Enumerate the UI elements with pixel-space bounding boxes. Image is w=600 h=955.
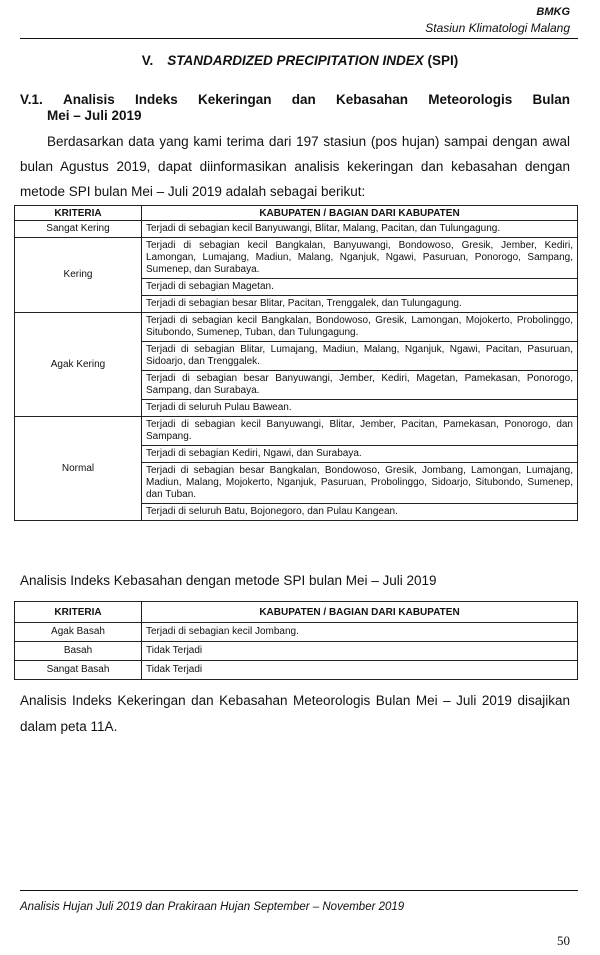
regency-cell: Terjadi di sebagian Magetan.	[142, 279, 578, 296]
table-row	[15, 221, 578, 238]
criteria-cell: Agak Kering	[15, 313, 142, 417]
criteria-cell: Normal	[15, 417, 142, 521]
criteria-cell: Sangat Kering	[15, 221, 142, 238]
section-title-word: Kekeringan	[198, 92, 272, 107]
chapter-heading	[0, 53, 600, 68]
section-title-line	[20, 92, 570, 108]
regency-cell: Terjadi di sebagian kecil Banyuwangi, Blitar, Malang, Pacitan, dan Tulungagung.	[142, 221, 578, 238]
table-row	[15, 417, 578, 446]
page-number: 50	[557, 933, 570, 948]
section-number: V.1.	[20, 92, 43, 107]
section-title-word: Kebasahan	[335, 92, 409, 107]
table-header-row	[15, 206, 578, 221]
section-title-word: Analisis	[63, 92, 115, 107]
footer-text: Analisis Hujan Juli 2019 dan Prakiraan Hujan September – November 2019	[20, 901, 405, 913]
table-row	[15, 642, 578, 661]
table-header-row	[15, 602, 578, 623]
drought-table	[14, 205, 578, 521]
drought-table-body	[15, 221, 578, 521]
chapter-number: V.	[141, 53, 154, 68]
section-title-word: dan	[291, 92, 316, 107]
closing-paragraph: Analisis Indeks Kekeringan dan Kebasahan Meteorologis Bulan Mei – Juli 2019 disajikan dalam peta 11A.	[20, 693, 570, 734]
regency-cell: Terjadi di sebagian besar Banyuwangi, Jember, Kediri, Magetan, Pamekasan, Ponorogo, Sampang, dan Surabaya.	[142, 371, 578, 400]
regency-cell: Terjadi di sebagian kecil Banyuwangi, Blitar, Jember, Pacitan, Pamekasan, Ponorogo, dan Sampang.	[142, 417, 578, 446]
intro-text: Berdasarkan data yang kami terima dari 197 stasiun (pos hujan) sampai dengan awal bulan Agustus 2019, dapat diinformasikan analisis kekeringan dan kebasahan dengan metode SPI bulan Mei – Juli 2019 adalah sebagai berikut:	[20, 134, 570, 199]
table-row	[15, 623, 578, 642]
wet-table	[14, 601, 578, 680]
regency-cell: Terjadi di seluruh Pulau Bawean.	[142, 400, 578, 417]
section-title-word: Meteorologis	[428, 92, 513, 107]
regency-cell: Terjadi di sebagian besar Bangkalan, Bondowoso, Gresik, Jombang, Lamongan, Lumajang, Madiun, Malang, Mojokerto, Nganjuk, Pasuruan, Probolinggo, Sidoarjo, Situbondo, Sumenep, dan Tuban.	[142, 463, 578, 504]
regency-cell: Terjadi di sebagian kecil Bangkalan, Banyuwangi, Bondowoso, Gresik, Jember, Kediri, Lamongan, Lumajang, Madiun, Malang, Nganjuk, Ngawi, Pasuruan, Ponorogo, Sampang, Sumenep, dan Surabaya.	[142, 238, 578, 279]
criteria-cell: Agak Basah	[15, 623, 142, 642]
regency-cell: Terjadi di sebagian kecil Jombang.	[142, 623, 578, 642]
section-title-word: Indeks	[135, 92, 178, 107]
regency-cell: Terjadi di sebagian Kediri, Ngawi, dan Surabaya.	[142, 446, 578, 463]
chapter-title: STANDARDIZED PRECIPITATION INDEX	[167, 53, 424, 68]
header-regency: KABUPATEN / BAGIAN DARI KABUPATEN	[142, 206, 578, 221]
footer-rule	[20, 890, 578, 891]
regency-cell: Tidak Terjadi	[142, 661, 578, 680]
regency-cell: Tidak Terjadi	[142, 642, 578, 661]
header-criteria: KRITERIA	[15, 602, 142, 623]
wet-table-body	[15, 623, 578, 680]
wet-caption: Analisis Indeks Kebasahan dengan metode SPI bulan Mei – Juli 2019	[20, 573, 437, 588]
chapter-abbr: (SPI)	[427, 53, 459, 68]
section-title-word: Bulan	[532, 92, 570, 107]
table-row	[15, 238, 578, 279]
header-criteria: KRITERIA	[15, 206, 142, 221]
section-title-continuation: Mei – Juli 2019	[47, 108, 142, 123]
criteria-cell: Kering	[15, 238, 142, 313]
header-org: BMKG	[536, 6, 570, 18]
table-row	[15, 313, 578, 342]
regency-cell: Terjadi di seluruh Batu, Bojonegoro, dan Pulau Kangean.	[142, 504, 578, 521]
regency-cell: Terjadi di sebagian Blitar, Lumajang, Madiun, Malang, Nganjuk, Ngawi, Pacitan, Pasuruan, Sidoarjo, dan Trenggalek.	[142, 342, 578, 371]
regency-cell: Terjadi di sebagian kecil Bangkalan, Bondowoso, Gresik, Lamongan, Mojokerto, Probolinggo, Situbondo, Sumenep, Tuban, dan Tulungagung.	[142, 313, 578, 342]
section-heading	[20, 92, 570, 124]
intro-paragraph	[20, 129, 570, 204]
criteria-cell: Sangat Basah	[15, 661, 142, 680]
header-station: Stasiun Klimatologi Malang	[425, 21, 570, 35]
header-regency: KABUPATEN / BAGIAN DARI KABUPATEN	[142, 602, 578, 623]
criteria-cell: Basah	[15, 642, 142, 661]
table-row	[15, 661, 578, 680]
regency-cell: Terjadi di sebagian besar Blitar, Pacitan, Trenggalek, dan Tulungagung.	[142, 296, 578, 313]
header-rule	[20, 38, 578, 39]
